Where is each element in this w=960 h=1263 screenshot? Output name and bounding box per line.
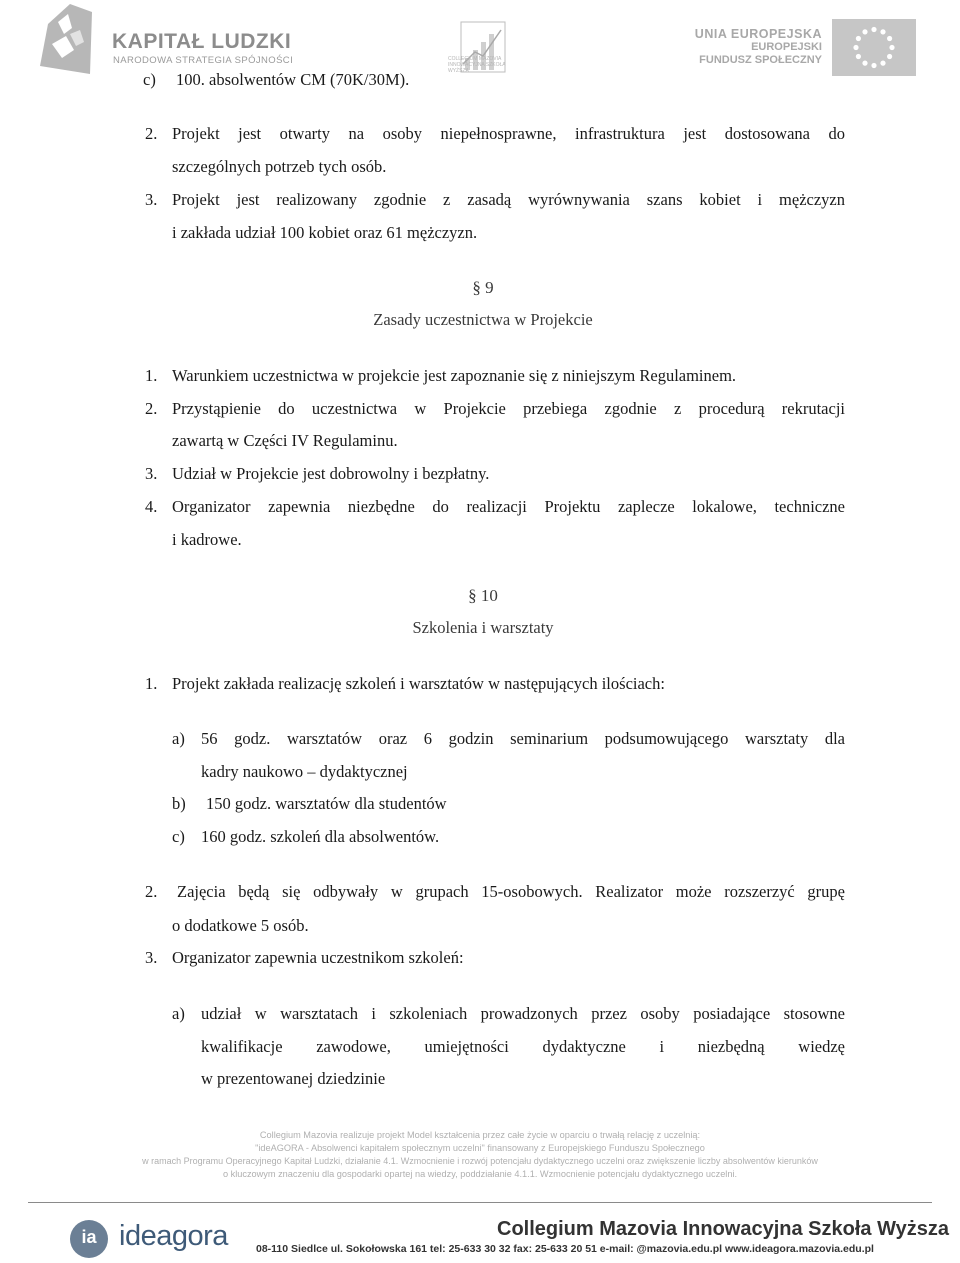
paragraph-line: kwalifikacje zawodowe, umiejętności dydaktyczne i niezbędną wiedzę bbox=[201, 1037, 845, 1056]
footer-note-line: Collegium Mazovia realizuje projekt Model kształcenia przez całe życie w oparciu o trwałą relację z uczelnią: bbox=[259, 1130, 701, 1140]
paragraph-line: Projekt jest realizowany zgodnie z zasadą wyrównywania szans kobiet i mężczyzn bbox=[172, 190, 845, 209]
eu-star-icon bbox=[862, 61, 867, 66]
paragraph-line: Organizator zapewnia uczestnikom szkoleń: bbox=[172, 948, 464, 967]
paragraph-line: Projekt jest otwarty na osoby niepełnosprawne, infrastruktura jest dostosowana do bbox=[172, 124, 845, 143]
eu-star-icon bbox=[887, 54, 892, 59]
paragraph-line: kadry naukowo – dydaktycznej bbox=[201, 762, 408, 781]
list-number: 1. bbox=[145, 674, 158, 693]
paragraph-line: szczególnych potrzeb tych osób. bbox=[172, 157, 387, 176]
college-name: Collegium Mazovia Innowacyjna Szkoła Wyższa bbox=[497, 1218, 949, 1240]
paragraph-line: 160 godz. szkoleń dla absolwentów. bbox=[201, 827, 440, 846]
paragraph-line: o dodatkowe 5 osób. bbox=[172, 916, 309, 935]
section-title: Zasady uczestnictwa w Projekcie bbox=[373, 310, 593, 329]
footer-divider bbox=[28, 1202, 932, 1203]
list-number: 1. bbox=[145, 366, 158, 385]
section-mark: § 9 bbox=[472, 278, 494, 297]
eu-star-icon bbox=[862, 29, 867, 34]
footer-note-line: "ideAGORA - Absolwenci kapitałem społecznym uczelni" finansowany z Europejskiego Funduszu Społecznego bbox=[255, 1143, 705, 1153]
paragraph-line: zawartą w Części IV Regulaminu. bbox=[172, 431, 398, 450]
list-marker: c) bbox=[143, 70, 156, 89]
list-number: 4. bbox=[145, 497, 158, 516]
footer-note-line: o kluczowym znaczeniu dla gospodarki opartej na wiedzy, poddziałanie 4.1.1. Wzmocnienie potencjału dydaktycznego uczelni. bbox=[222, 1169, 738, 1179]
list-number: 2. bbox=[145, 124, 158, 143]
eu-star-icon bbox=[887, 36, 892, 41]
list-marker: c) bbox=[172, 827, 185, 846]
eu-star-icon bbox=[871, 63, 876, 68]
paragraph-line: i kadrowe. bbox=[172, 530, 242, 549]
ideagora-mark: ia bbox=[81, 1227, 97, 1247]
list-number: 3. bbox=[145, 190, 158, 209]
paragraph-line: Przystąpienie do uczestnictwa w Projekcie przebiega zgodnie z procedurą rekrutacji bbox=[172, 399, 845, 418]
paragraph-line: 56 godz. warsztatów oraz 6 godzin seminarium podsumowującego warsztaty dla bbox=[201, 729, 845, 748]
kapital-ludzki-title: KAPITAŁ LUDZKI bbox=[112, 30, 292, 53]
mazovia-logo-text: COLLEGIUM MAZOVIA INNOWACYJNA SZKOŁA WYŻSZA bbox=[448, 56, 506, 74]
paragraph-line: 150 godz. warsztatów dla studentów bbox=[206, 794, 447, 813]
list-number: 2. bbox=[145, 399, 158, 418]
list-number: 3. bbox=[145, 464, 158, 483]
eu-star-icon bbox=[889, 45, 894, 50]
eu-star-icon bbox=[853, 45, 858, 50]
section-title: Szkolenia i warsztaty bbox=[412, 618, 554, 637]
footer-note-line: w ramach Programu Operacyjnego Kapitał Ludzki, działanie 4.1. Wzmocnienie i rozwój potencjału dydaktycznego uczelni oraz zwiększenie liczby absolwentów kierunków bbox=[142, 1156, 818, 1166]
list-item-c: 100. absolwentów CM (70K/30M). bbox=[176, 70, 410, 89]
paragraph-line: Organizator zapewnia niezbędne do realizacji Projektu zaplecze lokalowe, techniczne bbox=[172, 497, 845, 516]
paragraph-line: i zakłada udział 100 kobiet oraz 61 mężczyzn. bbox=[172, 223, 478, 242]
ideagora-wordmark: ideagora bbox=[119, 1220, 228, 1252]
paragraph-line: Zajęcia będą się odbywały w grupach 15-osobowych. Realizator może rozszerzyć grupę bbox=[177, 882, 845, 901]
eu-line-1: UNIA EUROPEJSKA bbox=[694, 27, 822, 41]
list-number: 3. bbox=[145, 948, 158, 967]
eu-line-3: FUNDUSZ SPOŁECZNY bbox=[699, 54, 822, 66]
paragraph-line: w prezentowanej dziedzinie bbox=[201, 1069, 386, 1088]
eu-star-icon bbox=[880, 61, 885, 66]
section-mark: § 10 bbox=[468, 586, 498, 605]
eu-text-block bbox=[695, 28, 822, 67]
paragraph-line: Warunkiem uczestnictwa w projekcie jest zapoznanie się z niniejszym Regulaminem. bbox=[172, 366, 737, 385]
paragraph-line: udział w warsztatach i szkoleniach prowadzonych przez osoby posiadające stosowne bbox=[201, 1004, 845, 1023]
eu-star-icon bbox=[871, 27, 876, 32]
college-address: 08-110 Siedlce ul. Sokołowska 161 tel: 25-633 30 32 fax: 25-633 20 51 e-mail: @mazovia.edu.pl www.ideagora.mazovia.edu.pl bbox=[256, 1243, 874, 1255]
eu-star-icon bbox=[856, 54, 861, 59]
list-marker: a) bbox=[172, 1004, 185, 1023]
eu-line-2: EUROPEJSKI bbox=[751, 41, 822, 53]
list-marker: b) bbox=[172, 794, 186, 813]
list-number: 2. bbox=[145, 882, 158, 901]
kapital-ludzki-emblem-icon bbox=[40, 4, 92, 76]
eu-star-icon bbox=[856, 36, 861, 41]
paragraph-line: Udział w Projekcie jest dobrowolny i bezpłatny. bbox=[172, 464, 490, 483]
eu-star-icon bbox=[880, 29, 885, 34]
kapital-ludzki-subtitle: NARODOWA STRATEGIA SPÓJNOŚCI bbox=[113, 55, 294, 66]
eu-flag-icon bbox=[832, 19, 916, 76]
paragraph-line: Projekt zakłada realizację szkoleń i warsztatów w następujących ilościach: bbox=[172, 674, 665, 693]
list-marker: a) bbox=[172, 729, 185, 748]
